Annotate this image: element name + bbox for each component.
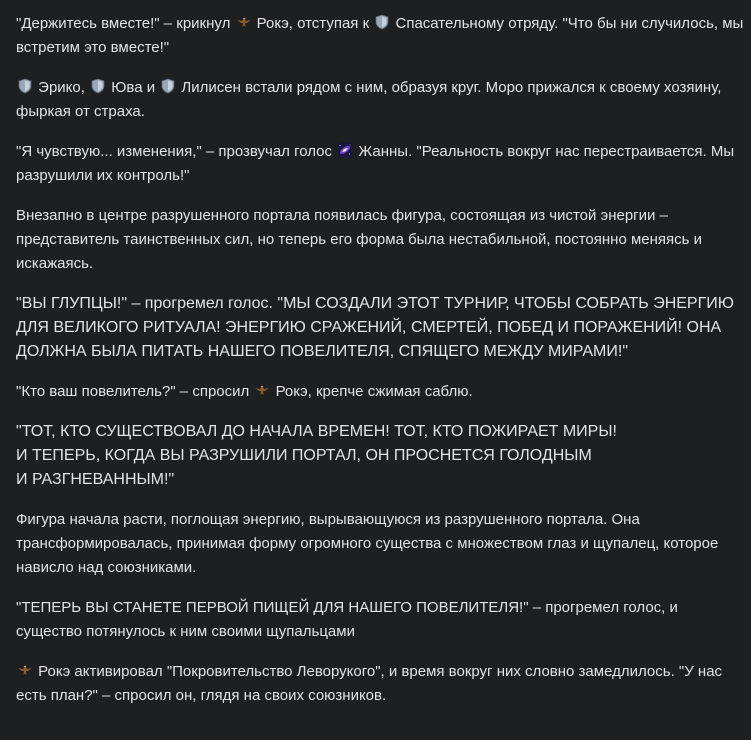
paragraph-text: "Кто ваш повелитель?" – спросил <box>16 383 254 400</box>
paragraph <box>16 420 744 492</box>
paragraph-text: Лилисен встали рядом с ним, образуя круг. Моро прижался к своему хозяину, фыркая от страха. <box>16 79 722 120</box>
eagle-icon <box>17 662 33 678</box>
paragraph-text: "Держитесь вместе!" – крикнул <box>16 15 235 32</box>
paragraph-text: "ВЫ ГЛУПЦЫ!" – прогремел голос. "МЫ СОЗДАЛИ ЭТОТ ТУРНИР, ЧТОБЫ СОБРАТЬ ЭНЕРГИЮ ДЛЯ ВЕЛИКОГО РИТУАЛА! ЭНЕРГИЮ СРАЖЕНИЙ, СМЕРТЕЙ, ПОБЕД И ПОРАЖЕНИЙ! ОНА ДОЛЖНА БЫЛА ПИТАТЬ НАШЕГО ПОВЕЛИТЕЛЯ, СПЯЩЕГО МЕЖДУ МИРАМИ!" <box>16 295 734 360</box>
eagle-icon <box>236 14 252 30</box>
shield-icon <box>90 78 106 94</box>
paragraph-text: "Я чувствую... изменения," – прозвучал голос <box>16 143 337 160</box>
paragraph-line: И РАЗГНЕВАННЫМ!" <box>16 471 175 488</box>
paragraph-text: Рокэ, отступая к <box>252 15 374 32</box>
paragraph-text: Фигура начала расти, поглощая энергию, вырывающуюся из разрушенного портала. Она трансформировалась, принимая форму огромного существа с множеством глаз и щупалец, которое нависло над союзниками. <box>16 511 719 576</box>
paragraph <box>16 76 744 124</box>
paragraph <box>16 660 744 708</box>
paragraph-text: Рокэ, крепче сжимая саблю. <box>271 383 473 400</box>
paragraph-text: Рокэ активировал "Покровительство Леворукого", и время вокруг них словно замедлилось. "У нас есть план?" – спросил он, глядя на своих союзников. <box>16 663 723 704</box>
paragraph <box>16 292 744 364</box>
paragraph-text: Юва и <box>107 79 160 96</box>
shield-icon <box>17 78 33 94</box>
paragraph-text: Спасательному отряду. "Что бы ни случилось, мы встретим это вместе!" <box>16 15 744 56</box>
paragraph <box>16 508 744 580</box>
paragraph-text: Эрико, <box>34 79 90 96</box>
paragraph-line: И ТЕПЕРЬ, КОГДА ВЫ РАЗРУШИЛИ ПОРТАЛ, ОН ПРОСНЕТСЯ ГОЛОДНЫМ <box>16 447 592 464</box>
shield-icon <box>374 14 390 30</box>
paragraph <box>16 380 744 404</box>
paragraph-text: Внезапно в центре разрушенного портала появилась фигура, состоящая из чистой энергии – представитель таинственных сил, но теперь его форма была нестабильной, постоянно меняясь и искажаясь. <box>16 207 703 272</box>
paragraph <box>16 140 744 188</box>
paragraph-text: Жанны. "Реальность вокруг нас перестраивается. Мы разрушили их контроль!" <box>16 143 735 184</box>
galaxy-icon <box>337 142 353 158</box>
paragraph <box>16 596 744 644</box>
paragraph <box>16 204 744 276</box>
paragraph-line: "ТОТ, КТО СУЩЕСТВОВАЛ ДО НАЧАЛА ВРЕМЕН! ТОТ, КТО ПОЖИРАЕТ МИРЫ! <box>16 423 617 440</box>
shield-icon <box>160 78 176 94</box>
eagle-icon <box>254 382 270 398</box>
chat-message-body <box>16 12 744 724</box>
paragraph <box>16 12 744 60</box>
paragraph-text: "ТЕПЕРЬ ВЫ СТАНЕТЕ ПЕРВОЙ ПИЩЕЙ ДЛЯ НАШЕГО ПОВЕЛИТЕЛЯ!" – прогремел голос, и существо потянулось к ним своими щупальцами <box>16 599 678 640</box>
